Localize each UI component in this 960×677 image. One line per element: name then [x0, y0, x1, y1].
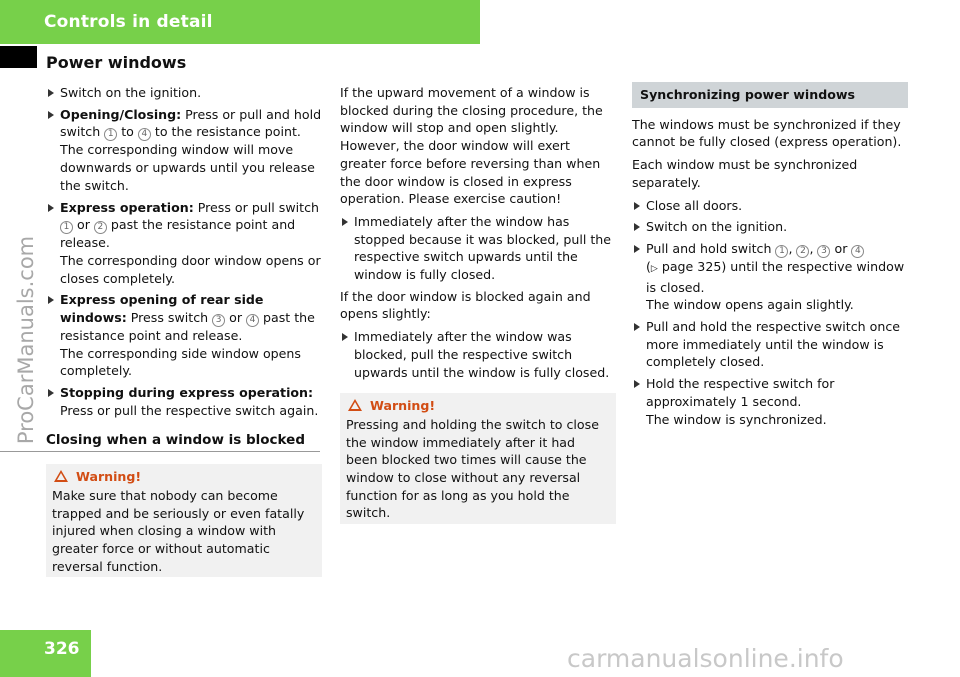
paragraph: If the upward movement of a window is blocked during the closing procedure, the window will stop and open slightly. However, the door window will exert greater force before reversing than when the door window is closed in express operation. Please exercise caution!: [340, 85, 603, 207]
bullet-arrow-icon: [48, 296, 54, 304]
step-result: The window opens again slightly.: [646, 297, 854, 313]
switch-number-badge: 2: [796, 245, 809, 258]
step-text: Press or pull switch: [193, 199, 319, 215]
bullet-arrow-icon: [634, 380, 640, 388]
paragraph: The windows must be synchronized if they cannot be fully closed (express operation).: [632, 116, 902, 150]
step-text: ,: [788, 240, 797, 256]
switch-number-badge: 1: [104, 128, 117, 141]
warning-triangle-icon: [54, 470, 68, 482]
switch-number-badge: 3: [817, 245, 830, 258]
step-text: to: [117, 124, 138, 140]
step-text: page 325) until the respective window is closed.: [646, 258, 905, 295]
step-text: Press switch: [126, 310, 213, 326]
warning-text: Pressing and holding the switch to close the window immediately after it had been blocked two times will cause the window to close without any reversal function for as long as you hold the switch.: [346, 416, 599, 521]
step-text: Immediately after the window has stopped because it was blocked, pull the respective switch upwards until the window is fully closed.: [354, 213, 611, 283]
step-result: The corresponding door window opens or closes completely.: [60, 252, 321, 286]
step-item: [46, 199, 322, 288]
paragraph: If the door window is blocked again and opens slightly:: [340, 288, 591, 322]
bullet-arrow-icon: [48, 111, 54, 119]
step-text: Press or pull and hold switch: [60, 106, 322, 140]
column-right: [632, 84, 908, 432]
warning-box: [46, 464, 322, 577]
subsection-heading: Closing when a window is blocked: [0, 432, 320, 453]
bullet-arrow-icon: [48, 89, 54, 97]
switch-number-badge: 4: [246, 314, 259, 327]
step-item: [46, 106, 322, 195]
step-result: The window is synchronized.: [646, 411, 827, 427]
warning-box: [340, 393, 616, 524]
step-text: past the resistance point and release.: [60, 217, 296, 251]
warning-header: [346, 397, 610, 415]
step-item: Pull and hold switch 1 , 2 , 3 or 4 (▷ page 325) until the respective window is closed. The window opens again slightly.: [632, 240, 908, 314]
side-watermark: ProCarManuals.com: [14, 235, 38, 445]
bullet-arrow-icon: [342, 218, 348, 226]
step-item: [632, 375, 908, 428]
switch-number-badge: 2: [94, 221, 107, 234]
step-item: [46, 384, 322, 419]
step-item: [46, 84, 322, 102]
warning-title: Warning!: [76, 469, 142, 485]
step-text: or: [225, 310, 247, 326]
column-left: [46, 84, 322, 577]
step-text: Switch on the ignition.: [646, 219, 788, 235]
page-reference-arrow-icon: ▷: [650, 263, 658, 274]
step-result: The corresponding window will move downwards or upwards until you release the switch.: [60, 142, 315, 193]
step-text: Immediately after the window was blocked, pull the respective switch upwards until the window is fully closed.: [354, 329, 610, 380]
warning-triangle-icon: [348, 399, 362, 411]
bullet-arrow-icon: [342, 333, 348, 341]
column-middle: [340, 84, 616, 524]
paragraph: Each window must be synchronized separately.: [632, 157, 858, 190]
bullet-arrow-icon: [634, 202, 640, 210]
switch-number-badge: 1: [60, 221, 73, 234]
bullet-arrow-icon: [48, 204, 54, 212]
warning-header: [52, 468, 316, 486]
step-label: Opening/Closing:: [60, 106, 182, 122]
bullet-arrow-icon: [48, 389, 54, 397]
bullet-arrow-icon: [634, 245, 640, 253]
step-text: to the resistance point.: [150, 124, 301, 140]
step-result: The corresponding side window opens completely.: [60, 345, 301, 379]
switch-number-badge: 3: [212, 314, 225, 327]
step-item: [632, 197, 908, 215]
bullet-arrow-icon: [634, 223, 640, 231]
step-text: Switch on the ignition.: [60, 85, 202, 100]
section-tab-marker: [0, 46, 37, 68]
switch-number-badge: 1: [775, 245, 788, 258]
step-item: [46, 291, 322, 380]
bullet-arrow-icon: [634, 323, 640, 331]
chapter-title: Controls in detail: [44, 12, 213, 32]
step-label: Stopping during express operation:: [60, 385, 314, 401]
section-title: Power windows: [46, 53, 187, 72]
step-text: Pull and hold switch: [646, 240, 776, 256]
bottom-watermark: carmanualsonline.info: [567, 644, 844, 673]
step-item: [632, 218, 908, 236]
section-heading: Synchronizing power windows: [632, 82, 908, 108]
switch-number-badge: 4: [851, 245, 864, 258]
step-item: [632, 318, 908, 371]
step-item: [340, 328, 616, 381]
step-text: Pull and hold the respective switch once more immediately until the window is completely closed.: [646, 319, 900, 370]
step-text: ,: [809, 240, 818, 256]
switch-number-badge: 4: [138, 128, 151, 141]
step-label: Express opening of rear side windows:: [60, 292, 264, 326]
step-text: Close all doors.: [646, 197, 743, 213]
step-text: past the resistance point and release.: [60, 310, 315, 344]
step-text: or: [73, 217, 94, 233]
step-label: Express operation:: [60, 199, 194, 215]
step-text: Press or pull the respective switch again.: [60, 402, 319, 418]
warning-text: Make sure that nobody can become trapped and be seriously or even fatally injured when closing a window with greater force or without automatic reversal function.: [52, 487, 305, 574]
warning-title: Warning!: [370, 398, 436, 414]
step-text: or: [830, 240, 852, 256]
step-item: [340, 213, 616, 284]
step-text: Hold the respective switch for approximately 1 second.: [646, 376, 835, 409]
page-number: 326: [44, 639, 80, 659]
